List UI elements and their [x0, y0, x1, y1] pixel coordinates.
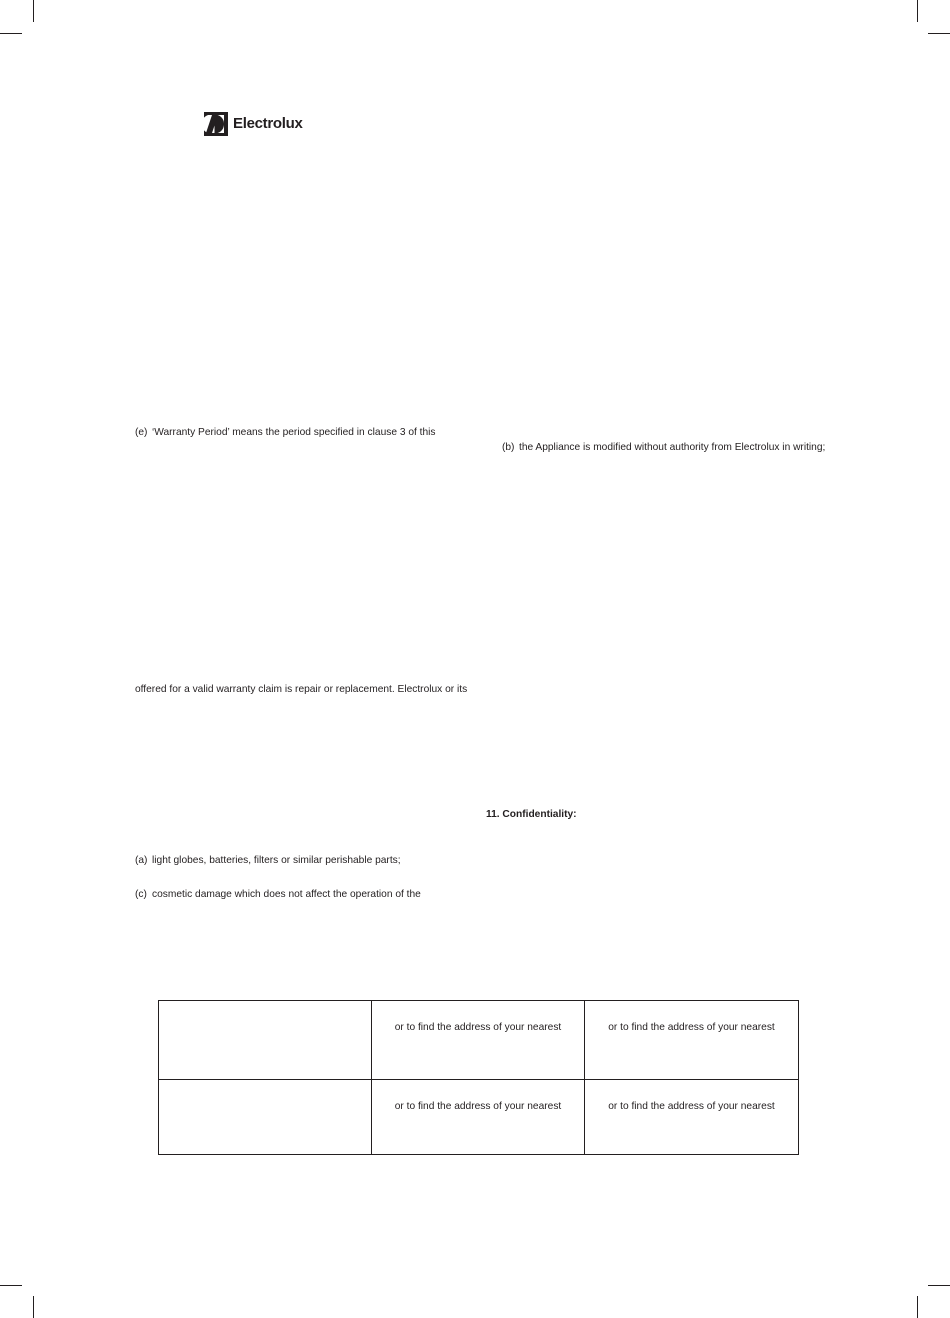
clause-label: (c) [135, 889, 147, 900]
section-11-heading [486, 808, 577, 821]
clause-text: ‘Warranty Period’ means the period specified in clause 3 of this [152, 427, 436, 438]
electrolux-logo-icon [204, 112, 228, 136]
table-cell [159, 1001, 372, 1080]
brand-wordmark: Electrolux [233, 115, 303, 132]
clause-text: light globes, batteries, filters or similar perishable parts; [152, 855, 401, 866]
crop-mark-bottom-left-h [0, 1285, 22, 1286]
table-row [159, 1080, 799, 1155]
clause-b-modified [502, 441, 825, 454]
electrolux-logo [204, 112, 303, 136]
crop-mark-bottom-right-h [928, 1285, 950, 1286]
table-cell: or to find the address of your nearest [585, 1001, 799, 1080]
clause-offered-repair [135, 683, 467, 696]
contact-table [158, 1000, 799, 1155]
table-cell: or to find the address of your nearest [372, 1001, 585, 1080]
clause-label: (a) [135, 855, 148, 866]
clause-c-cosmetic [135, 888, 421, 901]
clause-text: the Appliance is modified without authority from Electrolux in writing; [519, 442, 826, 453]
clause-text: offered for a valid warranty claim is repair or replacement. Electrolux or its [135, 684, 468, 695]
crop-mark-top-left-v [33, 0, 34, 22]
crop-mark-top-left-h [0, 33, 22, 34]
table-cell: or to find the address of your nearest [585, 1080, 799, 1155]
section-heading-text: 11. Confidentiality: [486, 809, 577, 820]
clause-a-light-globes [135, 854, 401, 867]
crop-mark-top-right-h [928, 33, 950, 34]
table-row [159, 1001, 799, 1080]
clause-label: (b) [502, 442, 515, 453]
table-cell [159, 1080, 372, 1155]
clause-label: (e) [135, 427, 148, 438]
clause-text: cosmetic damage which does not affect the operation of the [152, 889, 421, 900]
clause-e-warranty-period [135, 426, 436, 439]
table-cell: or to find the address of your nearest [372, 1080, 585, 1155]
crop-mark-top-right-v [917, 0, 918, 22]
crop-mark-bottom-left-v [33, 1296, 34, 1318]
crop-mark-bottom-right-v [917, 1296, 918, 1318]
